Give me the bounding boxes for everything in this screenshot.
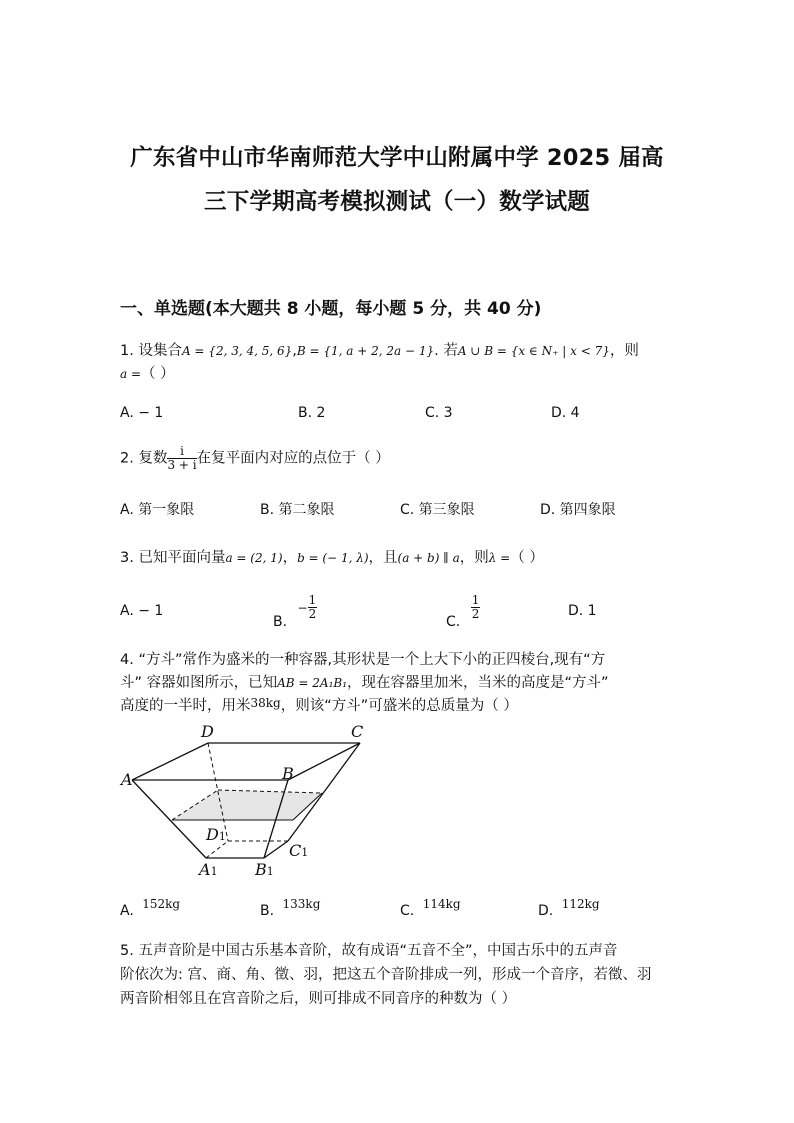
question-3	[120, 547, 544, 569]
q2-option-d[interactable]: D. 第四象限	[540, 502, 616, 518]
q4-ab-relation: AB = 2A₁B₁	[277, 676, 348, 690]
question-2	[120, 445, 390, 472]
q3-c-fraction	[471, 594, 481, 621]
q4-option-c[interactable]	[400, 897, 461, 919]
q1-option-d[interactable]: D. 4	[551, 405, 580, 421]
q3-vec-b: b = (− 1, λ)	[297, 551, 369, 565]
q5-line-1: 5. 五声音阶是中国古乐基本音阶，故有成语“五音不全”，中国古乐中的五声音	[120, 943, 618, 959]
question-1-line-1	[120, 340, 639, 362]
q3-c-label: C.	[446, 613, 461, 630]
q1-sep: ,	[292, 343, 297, 359]
frustum-figure	[110, 718, 380, 886]
q4-d-value: 112kg	[561, 897, 600, 911]
q1-a-eq: a =	[120, 367, 142, 381]
title-line-1: 广东省中山市华南师范大学中山附属中学 2025 届高	[130, 145, 664, 171]
q2-frac-den: 3 + i	[167, 458, 197, 472]
q4-d-label: D.	[538, 903, 554, 919]
q3-option-b[interactable]	[273, 593, 317, 630]
q3-option-a[interactable]: A. − 1	[120, 603, 164, 619]
q3-tail: ，则	[459, 550, 489, 566]
q4-line-3a: 高度的一半时，用米	[120, 698, 251, 714]
q2-option-a[interactable]: A. 第一象限	[120, 502, 195, 518]
q5-line-3: 两音阶相邻且在宫音阶之后，则可排成不同音序的种数为（ ）	[120, 991, 517, 1007]
q2-frac-num: i	[167, 445, 196, 459]
q5-line-2: 阶依次为: 宫、商、角、徵、羽，把这五个音阶排成一列，形成一个音序，若徵、羽	[120, 967, 652, 983]
q4-option-d[interactable]	[538, 897, 600, 919]
q3-comma: ，	[282, 550, 298, 566]
title-line-2: 三下学期高考模拟测试（一）数学试题	[204, 189, 590, 215]
q4-a-label: A.	[120, 903, 134, 919]
q3-vec-a: a = (2, 1)	[225, 551, 283, 565]
label-B: B	[282, 764, 294, 783]
q1-prefix: 1. 设集合	[120, 343, 182, 359]
q3-b-fraction	[308, 594, 318, 621]
q3-lambda: λ =	[488, 551, 511, 565]
q3-option-c[interactable]	[446, 593, 480, 630]
question-1-line-2	[120, 363, 175, 385]
q3-c-num: 1	[471, 593, 480, 607]
q1-option-c[interactable]: C. 3	[425, 405, 453, 421]
edge-B1C1	[264, 841, 288, 858]
q3-b-label: B.	[273, 613, 288, 630]
q1-mid: . 若	[434, 343, 458, 359]
q2-suffix: 在复平面内对应的点位于（ ）	[196, 450, 390, 467]
section-heading: 一、单选题(本大题共 8 小题，每小题 5 分，共 40 分)	[120, 299, 542, 319]
q4-mass: 38kg	[250, 696, 281, 710]
q2-option-b[interactable]: B. 第二象限	[260, 502, 335, 518]
q4-option-b[interactable]	[260, 897, 321, 919]
q4-line-2	[120, 672, 609, 694]
q1-union: A ∪ B = {x ∈ N₊ | x < 7}	[457, 344, 610, 358]
q4-c-label: C.	[400, 903, 415, 919]
q3-prefix: 3. 已知平面向量	[120, 550, 226, 566]
q2-option-c[interactable]: C. 第三象限	[400, 502, 475, 518]
rice-surface-shading	[172, 790, 322, 820]
q3-c-den: 2	[471, 607, 480, 621]
label-A1: A1	[199, 860, 218, 879]
q4-line-3	[120, 695, 518, 717]
label-D: D	[201, 722, 214, 741]
q3-b-num: 1	[308, 593, 317, 607]
edge-BC	[288, 743, 360, 780]
q1-option-b[interactable]: B. 2	[298, 405, 326, 421]
q4-option-a[interactable]	[120, 897, 181, 919]
q3-paren: （ ）	[510, 550, 544, 566]
q4-line-2b: ，现在容器里加米，当米的高度是“方斗”	[347, 675, 609, 691]
label-B1: B1	[255, 860, 274, 879]
q3-option-d[interactable]: D. 1	[568, 603, 597, 619]
q4-line-2a: 斗” 容器如图所示，已知	[120, 675, 278, 691]
edge-AD	[132, 743, 208, 780]
q4-b-label: B.	[260, 903, 275, 919]
q2-fraction	[167, 445, 196, 472]
q2-prefix: 2. 复数	[120, 450, 168, 467]
q4-b-value: 133kg	[282, 897, 321, 911]
q1-set-b: B = {1, a + 2, 2a − 1}	[296, 344, 435, 358]
label-C1: C1	[289, 841, 309, 860]
q3-b-den: 2	[308, 607, 317, 621]
q1-option-a[interactable]: A. − 1	[120, 405, 164, 421]
q4-a-value: 152kg	[142, 897, 181, 911]
label-C: C	[351, 722, 364, 741]
label-D1: D1	[206, 825, 226, 844]
q1-tail: ，则	[609, 343, 639, 359]
q1-set-a: A = {2, 3, 4, 5, 6}	[181, 344, 293, 358]
q1-paren: （ ）	[141, 366, 175, 382]
q4-line-1: 4. “方斗”常作为盛米的一种容器,其形状是一个上大下小的正四棱台,现有“方	[120, 652, 606, 668]
q3-condition: (a + b) ∥ a	[397, 551, 460, 565]
q4-line-3b: ，则该“方斗”可盛米的总质量为（ ）	[280, 698, 518, 714]
q3-mid: ，且	[368, 550, 398, 566]
q3-b-sign: −	[297, 600, 308, 615]
label-A: A	[121, 770, 133, 789]
q4-c-value: 114kg	[422, 897, 461, 911]
